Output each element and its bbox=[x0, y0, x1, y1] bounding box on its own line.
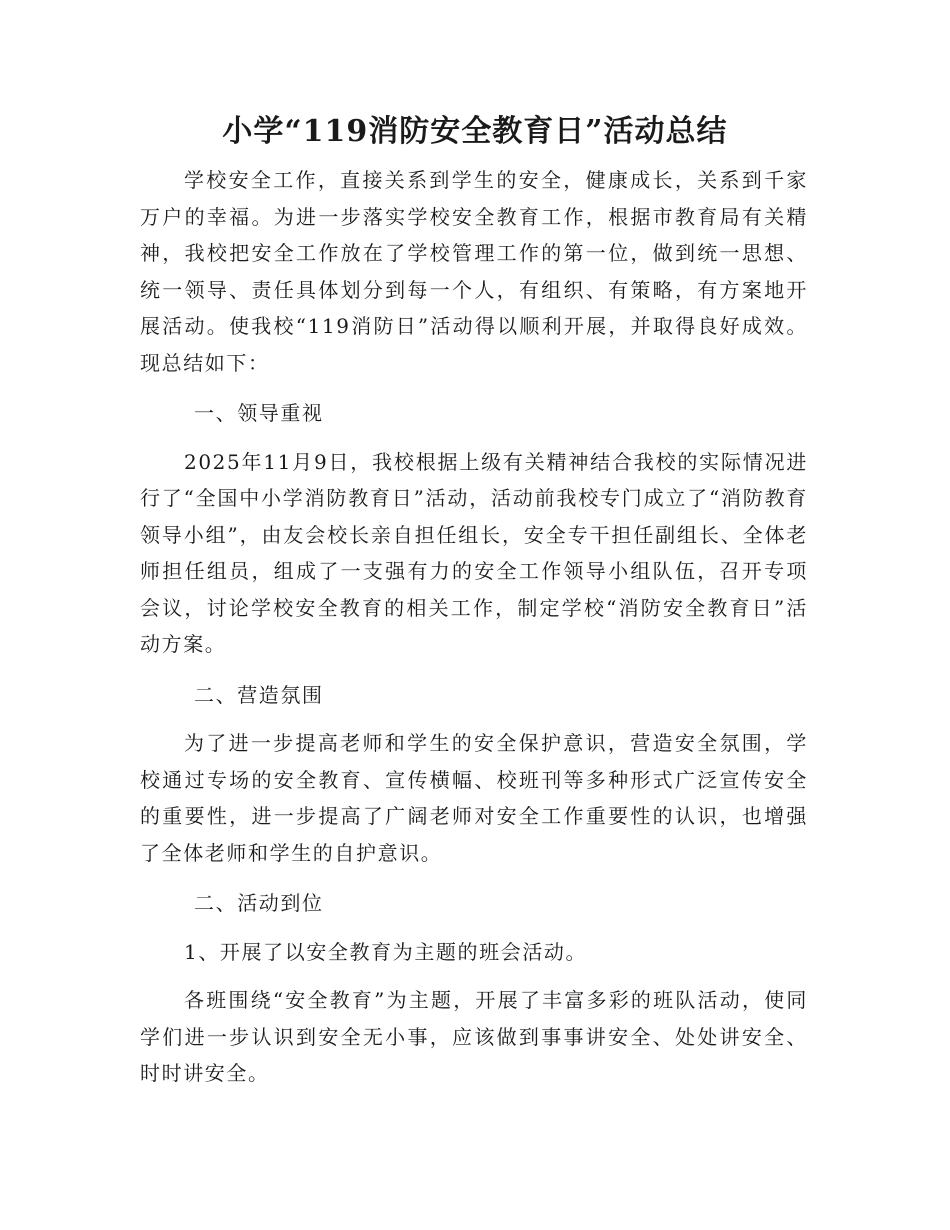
leadership-paragraph: 2025年11月9日，我校根据上级有关精神结合我校的实际情况进行了“全国中小学消防教育日”活动，活动前我校专门成立了“消防教育领导小组”，由友会校长亲自担任组长，安全专干担任副组长、全体老师担任组员，组成了一支强有力的安全工作领导小组队伍，召开专项会议，讨论学校安全教育的相关工作，制定学校“消防安全教育日”活动方案。 bbox=[140, 449, 808, 656]
atmosphere-paragraph: 为了进一步提高老师和学生的安全保护意识，营造安全氛围，学校通过专场的安全教育、宣传横幅、校班刊等多种形式广泛宣传安全的重要性，进一步提高了广阔老师对安全工作重要性的认识，也增强了全体老师和学生的自护意识。 bbox=[140, 731, 808, 865]
activity-item-1: 1、开展了以安全教育为主题的班会活动。 bbox=[184, 939, 588, 964]
activity-paragraph: 各班围绕“安全教育”为主题，开展了丰富多彩的班队活动，使同学们进一步认识到安全无小事，应该做到事事讲安全、处处讲安全、时时讲安全。 bbox=[140, 988, 808, 1085]
document-body bbox=[140, 162, 808, 1092]
section-heading-leadership: 一、领导重视 bbox=[194, 401, 324, 425]
document-title: 小学“119消防安全教育日”活动总结 bbox=[222, 114, 728, 149]
section-heading-atmosphere: 二、营造氛围 bbox=[194, 682, 324, 707]
section-heading-activities: 二、活动到位 bbox=[194, 891, 324, 915]
intro-paragraph: 学校安全工作，直接关系到学生的安全，健康成长，关系到千家万户的幸福。为进一步落实学校安全教育工作，根据市教育局有关精神，我校把安全工作放在了学校管理工作的第一位，做到统一思想、统一领导、责任具体划分到每一个人，有组织、有策略，有方案地开展活动。使我校“119消防日”活动得以顺利开展，并取得良好成效。现总结如下： bbox=[140, 168, 808, 375]
